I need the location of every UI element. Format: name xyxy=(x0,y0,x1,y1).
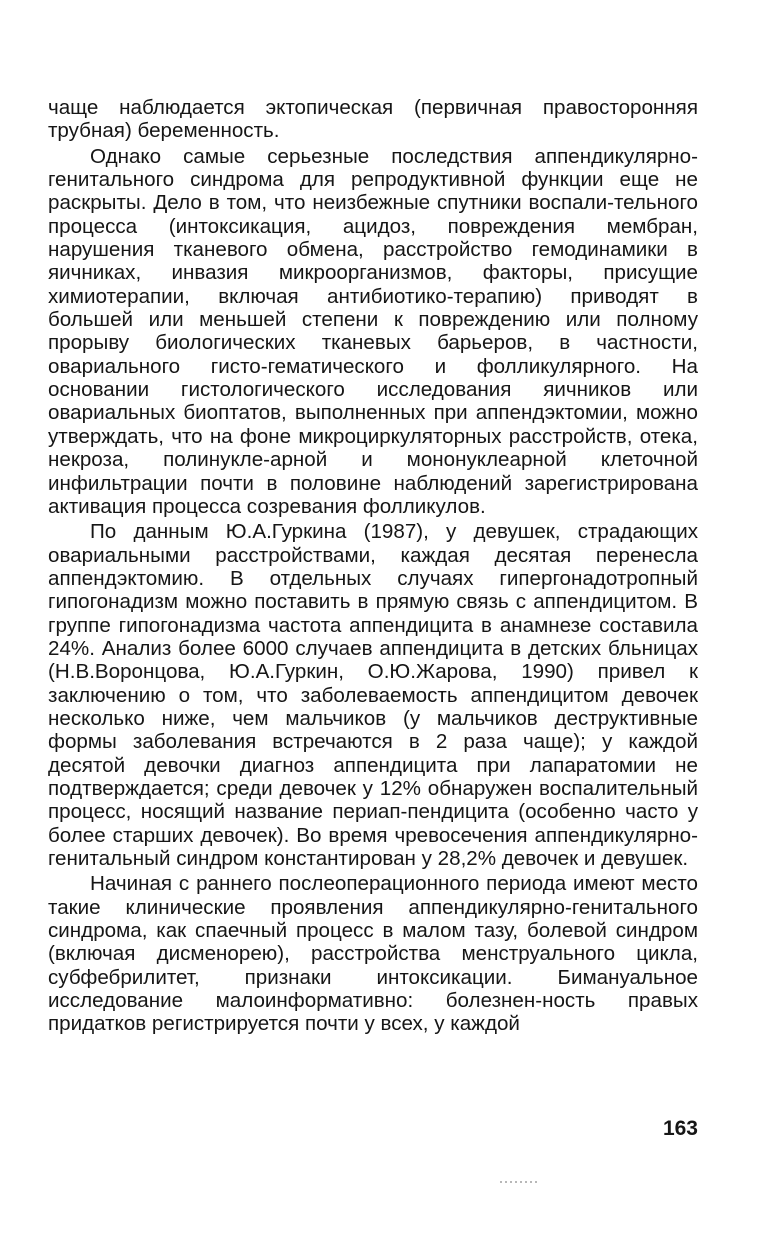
page-number: 163 xyxy=(662,1117,698,1140)
paragraph-2: Однако самые серьезные последствия аппендикулярно-генитального синдрома для репродуктивной функции еще не раскрыты. Дело в том, что неизбежные спутники воспали-тельного процесса (интоксикация, ацидоз, повреждения мембран, нарушения тканевого обмена, расстройство гемодинамики в яичниках, инвазия микроорганизмов, факторы, присущие химиотерапии, включая антибиотико-терапию) приводят в большей или меньшей степени к повреждению или полному прорыву биологических тканевых барьеров, в частности, овариального гисто-гематического и фолликулярного. На основании гистологического исследования яичников или овариальных биоптатов, выполненных при аппендэктомии, можно утверждать, что на фоне микроциркуляторных расстройств, отека, некроза, полинукле-арной и мононуклеарной клеточной инфильтрации почти в половине наблюдений зарегистрирована активация процесса созревания фолликулов. xyxy=(48,144,698,518)
paragraph-3: По данным Ю.А.Гуркина (1987), у девушек, страдающих овариальными расстройствами, каждая десятая перенесла аппендэктомию. В отдельных случаях гипергонадотропный гипогонадизм можно поставить в прямую связь с аппендицитом. В группе гипогонадизма частота аппендицита в анамнезе составила 24%. Анализ более 6000 случаев аппендицита в детских бльницах (Н.В.Воронцова, Ю.А.Гуркин, О.Ю.Жарова, 1990) привел к заключению о том, что заболеваемость аппендицитом девочек несколько ниже, чем мальчиков (у мальчиков деструктивные формы заболевания встречаются в 2 раза чаще); у каждой десятой девочки диагноз аппендицита при лапаратомии не подтверждается; среди девочек у 12% обнаружен воспалительный процесс, носящий название периап-пендицита (особенно часто у более старших девочек). Во время чревосечения аппендикулярно-генитальный синдром константирован у 28,2% девочек и девушек. xyxy=(48,520,698,870)
page-body xyxy=(48,96,698,1036)
scan-speck xyxy=(500,1181,538,1183)
paragraph-1: чаще наблюдается эктопическая (первичная правосторонняя трубная) беременность. xyxy=(48,96,698,143)
paragraph-4: Начиная с раннего послеоперационного периода имеют место такие клинические проявления аппендикулярно-генитального синдрома, как спаечный процесс в малом тазу, болевой синдром (включая дисменорею), расстройства менструального цикла, субфебрилитет, признаки интоксикации. Бимануальное исследование малоинформативно: болезнен-ность правых придатков регистрируется почти у всех, у каждой xyxy=(48,872,698,1036)
